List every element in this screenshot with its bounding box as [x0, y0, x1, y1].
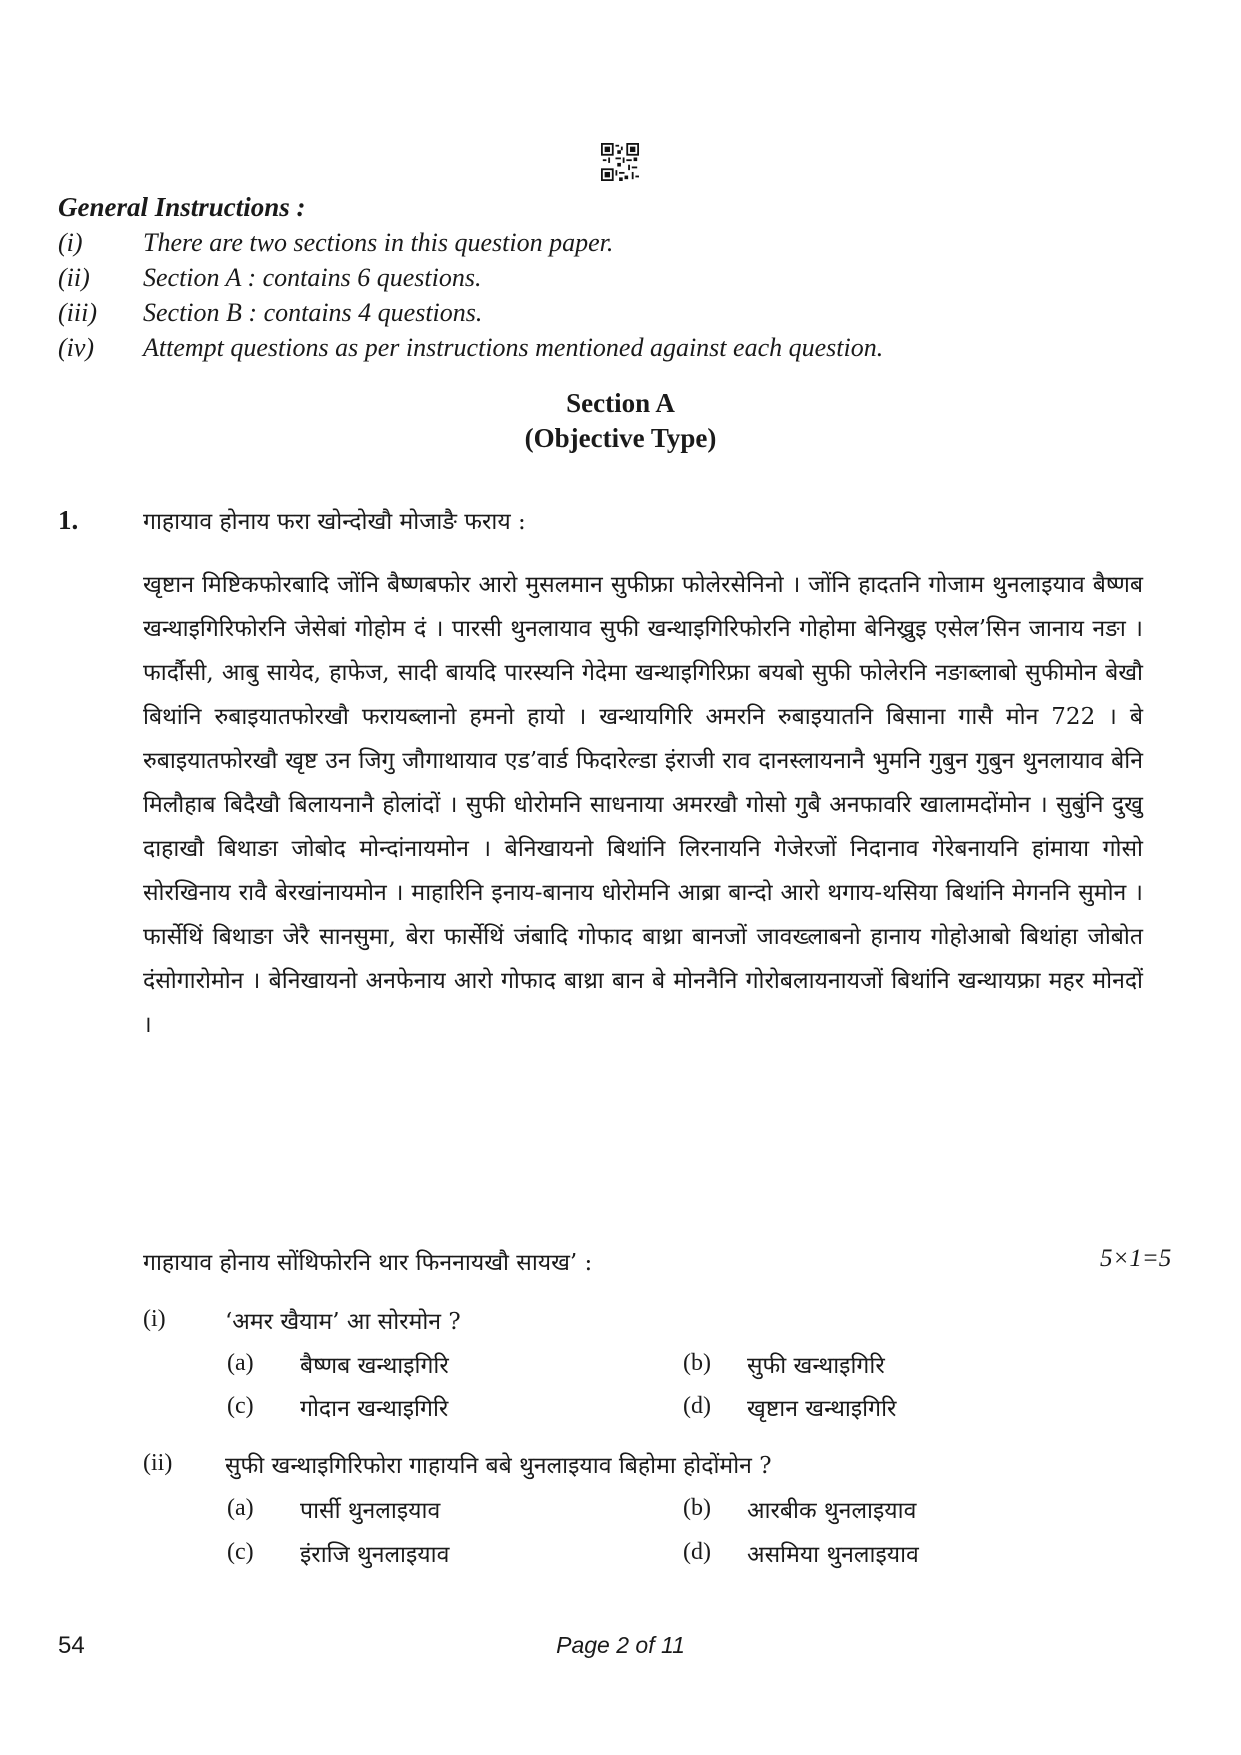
paper-code: 54 — [58, 1632, 85, 1659]
subquestion-number: (ii) — [143, 1450, 173, 1476]
section-title: Section A — [566, 388, 675, 418]
question-prompt: गाहायाव होनाय सोंथिफोरनि थार फिननायखौ सायख’ : — [143, 1250, 593, 1276]
general-instructions-title: General Instructions : — [58, 192, 306, 222]
option-text: आरबीक थुनलाइयाव — [747, 1498, 917, 1524]
subquestion-text: सुफी खन्थाइगिरिफोरा गाहायनि बबे थुनलाइयाव बिहोमा होदोंमोन ? — [225, 1453, 772, 1479]
option-text: सुफी खन्थाइगिरि — [747, 1353, 885, 1379]
marks-label: 5×1=5 — [1100, 1245, 1172, 1272]
option-label: (c) — [227, 1539, 254, 1565]
instruction-text: There are two sections in this question paper. — [143, 228, 614, 257]
instruction-item — [58, 333, 883, 363]
option-label: (a) — [227, 1350, 254, 1376]
option-text: पार्सी थुनलाइयाव — [300, 1498, 441, 1524]
instruction-item — [58, 263, 481, 293]
instruction-number: (iii) — [58, 298, 97, 327]
subquestion-number: (i) — [143, 1306, 166, 1332]
option-text: इंराजि थुनलाइयाव — [300, 1542, 450, 1568]
option-label: (c) — [227, 1393, 254, 1419]
page-number: Page 2 of 11 — [556, 1632, 685, 1658]
option-label: (a) — [227, 1495, 254, 1521]
instruction-text: Section A : contains 6 questions. — [143, 263, 482, 292]
option-label: (b) — [683, 1350, 711, 1376]
reading-passage: खृष्टान मिष्टिकफोरबादि जोंनि बैष्णबफोर आरो मुसलमान सुफीफ्रा फोलेरसेनिनो । जोंनि हादतनि गोजाम थुनलाइयाव बैष्णब खन्थाइगिरिफोरनि जेसेबां गोहोम दं । पारसी थुनलायाव सुफी खन्थाइगिरिफोरनि गोहोमा बेनिख्रुइ एसेल’सिन जानाय नङा । फार्दौसी, आबु सायेद, हाफेज, सादी बायदि पारस्यनि गेदेमा खन्थाइगिरिफ्रा बयबो सुफी फोलेरनि नङाब्लाबो सुफीमोन बेखौ बिथांनि रुबाइयातफोरखौ फरायब्लानो हमनो हायो । खन्थायगिरि अमरनि रुबाइयातनि बिसाना गासै मोन 722 । बे रुबाइयातफोरखौ खृष्ट उन जिगु जौगाथायाव एड’वार्ड फिदारेल्डा इंराजी राव दानस्लायनानै भुमनि गुबुन गुबुन थुनलायाव बेनि मिलौहाब बिदैखौ बिलायनानै होलांदों । सुफी धोरोमनि साधनाया अमरखौ गोसो गुबै अनफावरि खालामदोंमोन । सुबुंनि दुखु दाहाखौ बिथाङा जोबोद मोन्दांनायमोन । बेनिखायनो बिथांनि लिरनायनि गेजेरजों निदानाव गेरेबनायनि हांमाया गोसो सोरखिनाय रावै बेरखांनायमोन । माहारिनि इनाय-बानाय धोरोमनि आब्रा बान्दो आरो थगाय-थसिया बिथांनि मेगननि सुमोन । फार्सेथिं बिथाङा जेरै सानसुमा, बेरा फार्सेथिं जंबादि गोफाद बाथ्रा बानजों जावख्लाबनो हानाय गोहोआबो बिथांहा जोबोत दंसोगारोमोन । बेनिखायनो अनफेनाय आरो गोफाद बाथ्रा बान बे मोननैनि गोरोबलायनायजों बिथांनि खन्थायफ्रा महर मोनदों । — [143, 572, 1143, 1038]
section-subtitle: (Objective Type) — [524, 423, 717, 453]
option-label: (d) — [683, 1539, 711, 1565]
instruction-item — [58, 228, 613, 258]
subquestion-text: ‘अमर खैयाम’ आ सोरमोन ? — [225, 1309, 461, 1335]
instruction-text: Attempt questions as per instructions mentioned against each question. — [143, 333, 884, 362]
instruction-number: (ii) — [58, 263, 90, 292]
option-text: खृष्टान खन्थाइगिरि — [747, 1396, 897, 1422]
question-number: 1. — [58, 505, 79, 535]
option-text: बैष्णब खन्थाइगिरि — [300, 1353, 449, 1379]
instruction-item — [58, 298, 482, 328]
instruction-number: (iv) — [58, 333, 95, 362]
option-text: गोदान खन्थाइगिरि — [300, 1396, 449, 1422]
option-label: (d) — [683, 1393, 711, 1419]
option-label: (b) — [683, 1495, 711, 1521]
instruction-number: (i) — [58, 228, 83, 257]
question-stem: गाहायाव होनाय फरा खोन्दोखौ मोजाङै फराय : — [143, 509, 526, 535]
option-text: असमिया थुनलाइयाव — [747, 1542, 919, 1568]
instruction-text: Section B : contains 4 questions. — [143, 298, 483, 327]
qr-code-icon — [601, 143, 639, 181]
